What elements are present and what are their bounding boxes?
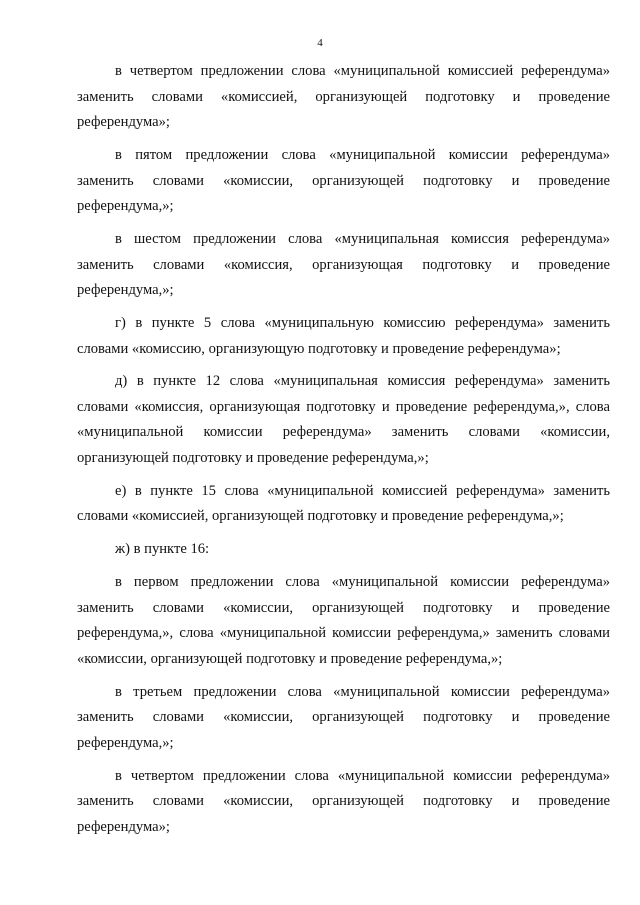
paragraph: г) в пункте 5 слова «муниципальную комиссию референдума» заменить словами «комиссию, организующую подготовку и проведение референдума»; — [77, 314, 610, 357]
paragraph: в первом предложении слова «муниципальной комиссии референдума» заменить словами «комиссии, организующей подготовку и проведение референдума,», слова «муниципальной комиссии референдума,» заменить словами «комиссии, организующей подготовку и проведение референдума,»; — [77, 574, 610, 667]
paragraph: в пятом предложении слова «муниципальной комиссии референдума» заменить словами «комиссии, организующей подготовку и проведение референдума,»; — [77, 146, 610, 215]
paragraph: ж) в пункте 16: — [115, 541, 210, 558]
paragraph: в шестом предложении слова «муниципальная комиссия референдума» заменить словами «комиссия, организующая подготовку и проведение референдума,»; — [77, 230, 610, 299]
document-body — [77, 59, 610, 848]
paragraph: д) в пункте 12 слова «муниципальная комиссия референдума» заменить словами «комиссия, организующая подготовку и проведение референдума,», слова «муниципальной комиссии референдума» заменить словами «комиссии, организующей подготовку и проведение референдума,»; — [77, 373, 610, 467]
paragraph: в третьем предложении слова «муниципальной комиссии референдума» заменить словами «комиссии, организующей подготовку и проведение референдума,»; — [77, 683, 610, 751]
paragraph: в четвертом предложении слова «муниципальной комиссии референдума» заменить словами «комиссии, организующей подготовку и проведение референдума»; — [77, 767, 610, 835]
paragraph: в четвертом предложении слова «муниципальной комиссией референдума» заменить словами «комиссией, организующей подготовку и проведение референдума»; — [77, 63, 610, 131]
page-number: 4 — [317, 37, 323, 49]
paragraph: е) в пункте 15 слова «муниципальной комиссией референдума» заменить словами «комиссией, организующей подготовку и проведение референдума,»; — [77, 482, 610, 525]
